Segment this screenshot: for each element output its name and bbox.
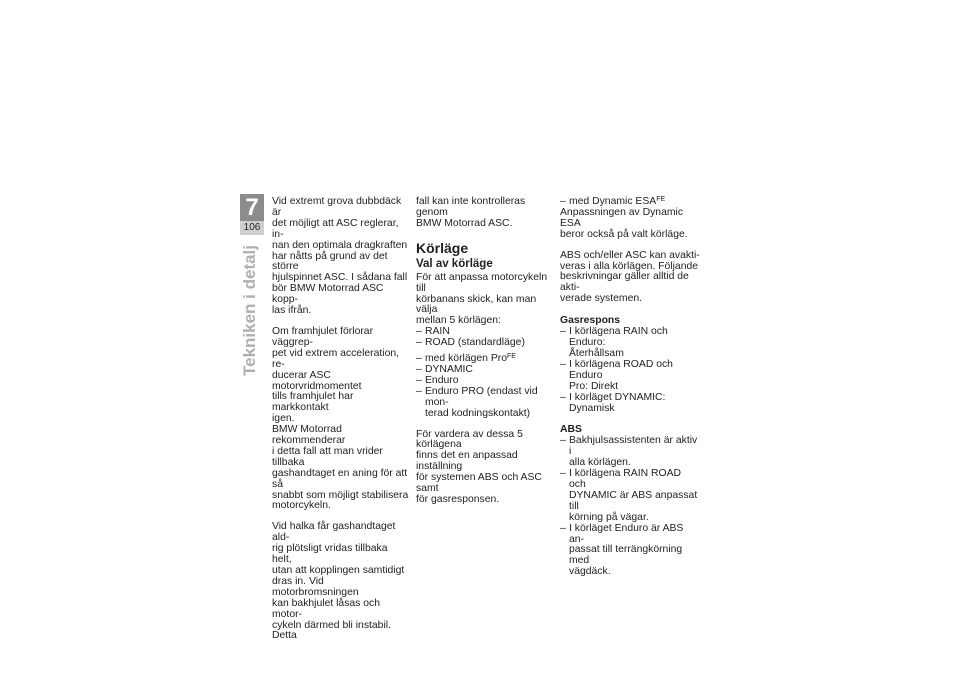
footnote-marker: FE bbox=[656, 196, 666, 203]
dash-bullet: – bbox=[416, 374, 422, 386]
dash-bullet: – bbox=[416, 337, 422, 349]
list-item-text: RAIN bbox=[425, 326, 450, 338]
list-item-text: Bakhjulsassistenten är aktiv i alla körlägen. bbox=[569, 435, 698, 469]
list-item-text: I körlägena ROAD och Enduro Pro: Direkt bbox=[569, 358, 673, 392]
list-item-text: ROAD (standardläge) bbox=[425, 337, 525, 349]
list-item bbox=[416, 387, 556, 420]
list-item-text: I körläget Enduro är ABS an- passat till terrängkörning med vägdäck. bbox=[569, 522, 684, 578]
list-item bbox=[560, 327, 700, 360]
list-item bbox=[560, 436, 700, 469]
dash-bullet: – bbox=[560, 522, 566, 534]
paragraph: Anpassningen av Dynamic ESA beror också på valt körläge. bbox=[560, 206, 688, 240]
dash-bullet: – bbox=[560, 435, 566, 447]
chapter-side-title: Tekniken i detalj bbox=[240, 244, 259, 376]
list-item bbox=[560, 360, 700, 393]
dash-bullet: – bbox=[560, 196, 566, 207]
list-item bbox=[560, 197, 700, 208]
page-number: 106 bbox=[240, 221, 264, 235]
list-item bbox=[416, 338, 556, 349]
dash-bullet: – bbox=[560, 326, 566, 338]
list-item bbox=[560, 393, 700, 415]
list-item-text: I körläget DYNAMIC: Dynamisk bbox=[569, 391, 666, 414]
text-column-1 bbox=[272, 197, 410, 652]
paragraph: För att anpassa motorcykeln till körbanans skick, kan man välja mellan 5 körlägen: bbox=[416, 271, 548, 327]
abs-heading: ABS bbox=[560, 424, 582, 436]
dash-bullet: – bbox=[560, 358, 566, 370]
section-heading: Körläge bbox=[416, 239, 469, 256]
gas-response-heading: Gasrespons bbox=[560, 315, 621, 327]
list-item-text: DYNAMIC bbox=[425, 363, 473, 375]
dash-bullet: – bbox=[560, 391, 566, 403]
paragraph: Vid extremt grova dubbdäck är det möjligt att ASC reglerar, in- nan den optimala dragkraften har nåtts på grund av det större hjulspinnet ASC. I sådana fall bör BMW Motorrad ASC kopp- las ifrån. bbox=[272, 196, 408, 317]
chapter-number: 7 bbox=[240, 194, 264, 221]
text-column-3 bbox=[560, 197, 700, 588]
dash-bullet: – bbox=[416, 326, 422, 338]
list-item-text: Enduro PRO (endast vid mon- terad kodningskontakt) bbox=[425, 385, 538, 419]
subsection-heading: Val av körläge bbox=[416, 257, 493, 270]
paragraph: För vardera av dessa 5 körlägena finns det en anpassad inställning för systemen ABS och ASC samt för gasresponsen. bbox=[416, 428, 542, 505]
text-column-2 bbox=[416, 197, 556, 516]
esa-list bbox=[560, 197, 700, 208]
list-item-text: med körlägen Pro bbox=[425, 353, 508, 365]
riding-mode-list bbox=[416, 327, 556, 419]
list-item-text: I körlägena RAIN ROAD och DYNAMIC är ABS anpassat till körning på vägar. bbox=[569, 468, 698, 523]
dash-bullet: – bbox=[416, 385, 422, 397]
list-item bbox=[560, 524, 700, 579]
dash-bullet: – bbox=[560, 468, 566, 480]
list-item-text: Enduro bbox=[425, 374, 459, 386]
gas-response-list bbox=[560, 327, 700, 414]
abs-list bbox=[560, 436, 700, 578]
dash-bullet: – bbox=[416, 363, 422, 375]
list-item bbox=[560, 469, 700, 524]
paragraph: Om framhjulet förlorar väggrep- pet vid extrem acceleration, re- ducerar ASC motorvridmomentet tills framhjulet har markkontakt igen. BMW Motorrad rekommenderar i detta fall att man vrider tillbaka gashandtaget en aning för att så snabbt som möjligt stabilisera motorcykeln. bbox=[272, 325, 409, 512]
list-item-text: I körlägena RAIN och Enduro: Återhållsam bbox=[569, 326, 668, 359]
paragraph: ABS och/eller ASC kan avakti- veras i alla körlägen. Följande beskrivningar gäller alltid de akti- verade systemen. bbox=[560, 249, 700, 305]
dash-bullet: – bbox=[416, 353, 422, 365]
paragraph: Vid halka får gashandtaget ald- rig plötsligt vridas tillbaka helt, utan att kopplingen samtidigt dras in. Vid motorbromsningen kan bakhjulet låsas och motor- cykeln därmed bli instabil. Detta bbox=[272, 521, 405, 642]
list-item-text: med Dynamic ESA bbox=[569, 196, 657, 207]
paragraph: fall kan inte kontrolleras genom BMW Motorrad ASC. bbox=[416, 196, 526, 229]
footnote-marker: FE bbox=[507, 353, 516, 361]
